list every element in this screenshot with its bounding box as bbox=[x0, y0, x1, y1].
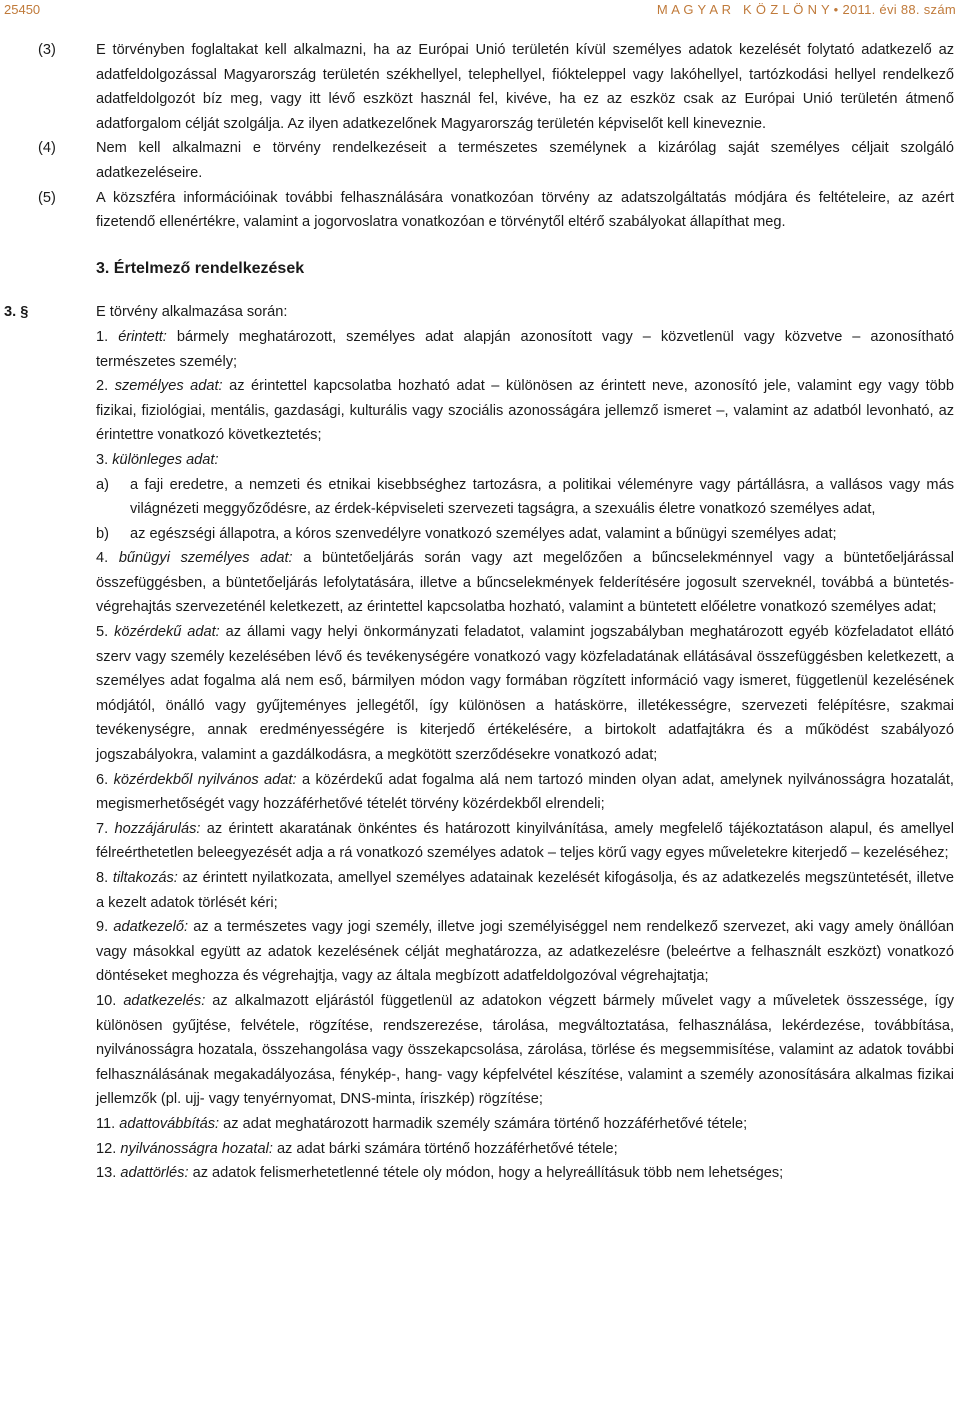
definition-text: az állami vagy helyi önkormányzati feladatot, valamint jogszabályban meghatározott egyéb közfeladatot ellátó szerv vagy személy kezelésében lévő és tevékenységére vonatkozó vagy közfeladatának ellátásával összefüggésben keletkezett, a személyes adat fogalma alá nem eső, bármilyen módon vagy formában rögzített információ vagy ismeret, függetlenül kezelésének módjától, önálló vagy gyűjteményes jellegétől, így különösen a hatáskörre, illetékességre, szervezeti felépítésre, szakmai tevékenységre, annak eredményességére is kiterjedő értékelésére, a birtokolt adatfajtákra és a működést szabályozó jogszabályokra, valamint a gazdálkodásra, a megkötött szerződésekre vonatkozó adat; bbox=[96, 624, 954, 764]
paragraph-number: (5) bbox=[38, 189, 56, 206]
definition-number: 2. bbox=[96, 378, 109, 395]
definition-number: 6. bbox=[96, 771, 109, 788]
definition-term: adatkezelés: bbox=[123, 992, 206, 1009]
definition-term: nyilvánosságra hozatal: bbox=[120, 1140, 273, 1157]
definitions-list bbox=[0, 546, 960, 1185]
definition-term: adattörlés: bbox=[120, 1165, 189, 1182]
definition-term: adatkezelő: bbox=[113, 919, 189, 936]
section-heading: 3. Értelmező rendelkezések bbox=[96, 259, 305, 277]
definition-text: a büntetőeljárás során vagy azt megelőzően a bűncselekménnyel vagy a büntetőeljárással összefüggésben, a büntetőeljárás lefolytatására, illetve a bűncselekmények felderítésére jogosult szerveknél, továbbá a büntetés-végrehajtás szervezeténél keletkezett, az érintettel kapcsolatba hozható, valamint a büntetett előéletre vonatkozó személyes adat; bbox=[96, 550, 954, 616]
definition-item bbox=[0, 1137, 960, 1162]
definition-term: közérdekű adat: bbox=[114, 624, 220, 641]
definition-number: 11. bbox=[96, 1115, 116, 1132]
definition-term: különleges adat: bbox=[112, 451, 219, 468]
definition-text: bármely meghatározott, személyes adat alapján azonosított vagy – közvetlenül vagy közvetve – azonosítható természetes személy; bbox=[96, 328, 954, 370]
journal-name: M A G Y A R K Ö Z L Ö N Y bbox=[656, 2, 830, 17]
definition-number: 8. bbox=[96, 870, 109, 886]
definition-term: hozzájárulás: bbox=[114, 820, 201, 837]
section-intro-text: E törvény alkalmazása során: bbox=[96, 304, 288, 321]
paragraph-text: A közszféra információinak további felhasználására vonatkozóan törvény az adatszolgáltatás módjára és feltételeire, az azért fizetendő ellenértékre, valamint a jogorvoslatra vonatkozóan e törvénytől eltérő szabályokat állapíthat meg. bbox=[96, 189, 954, 231]
definition-text: az alkalmazott eljárástól függetlenül az adatokon végzett bármely művelet vagy a műveletek összessége, így különösen gyűjtése, felvétele, rögzítése, rendszerezése, tárolása, megváltoztatása, felhasználása, lekérdezése, továbbítása, nyilvánosságra hozatala, összehangolása vagy összekapcsolása, zárolása, törlése és megsemmisítése, valamint az adatok további felhasználásának megakadályozása, fénykép-, hang- vagy képfelvétel készítése, valamint a személy azonosítására alkalmas fizikai jellemzők (pl. ujj- vagy tenyérnyomat, DNS-minta, íriszkép) rögzítése; bbox=[96, 992, 954, 1108]
definition-item bbox=[0, 620, 960, 768]
sub-item-letter: b) bbox=[96, 525, 109, 542]
section-intro bbox=[0, 300, 960, 325]
document-body bbox=[0, 38, 960, 1186]
definition-item bbox=[0, 546, 960, 620]
page-header bbox=[0, 0, 960, 22]
definition-text: az adat bárki számára történő hozzáférhetővé tétele; bbox=[276, 1140, 618, 1157]
definition-number: 3. bbox=[96, 451, 109, 468]
paragraph bbox=[0, 186, 954, 235]
paragraph-text: E törvényben foglaltakat kell alkalmazni, ha az Európai Unió területén kívül személyes adatok kezelését folytató adatkezelő az adatfeldolgozással Magyarország területén székhellyel, telephellyel, fiókteleppel vagy lakóhellyel, tartózkodási hellyel rendelkező adatfeldolgozót bíz meg, vagy itt lévő eszközt használ fel, kivéve, ha ez az eszköz csak az Európai Unió területén átmenő adatforgalom célját szolgálja. Az ilyen adatkezelőnek Magyarország területén képviselőt kell kineveznie. bbox=[96, 42, 954, 132]
definition-item bbox=[0, 768, 960, 817]
paragraph-number: (3) bbox=[38, 42, 56, 58]
paragraph bbox=[0, 136, 954, 185]
definition-number: 10. bbox=[96, 992, 117, 1009]
definition-text: az a természetes vagy jogi személy, illetve jogi személyiséggel nem rendelkező szervezet, aki vagy amely önállóan vagy másokkal együtt az adatok kezelésének célját meghatározza, az adatkezelésre (beleértve a felhasznált eszközt) vonatkozó döntéseket meghozza és végrehajtja, vagy az általa megbízott adatfeldolgozóval végrehajtatja; bbox=[96, 919, 954, 985]
issue-info: 2011. évi 88. szám bbox=[842, 2, 956, 17]
definition-term: közérdekből nyilvános adat: bbox=[113, 771, 297, 788]
paragraph-number: (4) bbox=[38, 140, 56, 157]
section-number: 3. § bbox=[4, 304, 29, 321]
definition-text: az adatok felismerhetetlenné tétele oly módon, hogy a helyreállításuk több nem lehetséges; bbox=[192, 1165, 784, 1182]
definition-number: 5. bbox=[96, 624, 109, 641]
definition-item bbox=[0, 448, 960, 473]
definition-item bbox=[0, 866, 960, 915]
definition-text: a közérdekű adat fogalma alá nem tartozó minden olyan adat, amelynek nyilvánosságra hozatalát, megismerhetőségét vagy hozzáférhetővé tételét törvény közérdekből elrendeli; bbox=[96, 771, 954, 813]
definition-term: érintett: bbox=[118, 328, 167, 345]
definition-term: bűnügyi személyes adat: bbox=[118, 550, 293, 567]
paragraph-text: Nem kell alkalmazni e törvény rendelkezéseit a természetes személynek a kizárólag saját személyes céljait szolgáló adatkezeléseire. bbox=[96, 140, 954, 181]
definition-number: 13. bbox=[96, 1165, 117, 1182]
definition-number: 4. bbox=[96, 550, 109, 567]
definition-term: adattovábbítás: bbox=[119, 1115, 220, 1132]
paragraph bbox=[0, 38, 954, 136]
sub-item-letter: a) bbox=[96, 476, 109, 493]
definition-item bbox=[0, 1161, 960, 1186]
definition-item bbox=[0, 374, 960, 448]
definition-term: személyes adat: bbox=[114, 378, 223, 395]
definition-number: 1. bbox=[96, 328, 109, 345]
sub-item bbox=[0, 522, 960, 547]
header-bullet: • bbox=[833, 2, 839, 17]
definition-item bbox=[0, 325, 960, 374]
definition-item bbox=[0, 817, 960, 866]
definition-number: 12. bbox=[96, 1140, 117, 1157]
definition-text: az érintettel kapcsolatba hozható adat – különösen az érintett neve, azonosító jele, valamint egy vagy több fizikai, fiziológiai, mentális, gazdasági, kulturális vagy szociális azonosságára jellemző ismeret –, valamint az adatból levonható, az érintettre vonatkozó következtetés; bbox=[96, 378, 954, 444]
sub-item bbox=[0, 473, 960, 522]
definition-item bbox=[0, 989, 960, 1112]
page-number: 25450 bbox=[4, 2, 41, 17]
definition-term: tiltakozás: bbox=[112, 870, 178, 886]
definition-text: az adat meghatározott harmadik személy számára történő hozzáférhetővé tétele; bbox=[223, 1115, 748, 1132]
definition-number: 9. bbox=[96, 919, 109, 936]
definition-number: 7. bbox=[96, 820, 109, 837]
sub-item-text: az egészségi állapotra, a kóros szenvedélyre vonatkozó személyes adat, valamint a bűnügyi személyes adat; bbox=[130, 525, 837, 542]
definition-text: az érintett nyilatkozata, amellyel személyes adatainak kezelését kifogásolja, és az adatkezelés megszüntetését, illetve a kezelt adatok törlését kéri; bbox=[96, 870, 954, 911]
definition-item bbox=[0, 1112, 960, 1137]
journal-title bbox=[657, 0, 956, 20]
sub-item-text: a faji eredetre, a nemzeti és etnikai kisebbséghez tartozásra, a politikai véleményre vagy pártállásra, a vallásos vagy más világnézeti meggyőződésre, az érdek-képviseleti szervezeti tagságra, a szexuális életre vonatkozó személyes adat, bbox=[130, 476, 954, 518]
definition-text: az érintett akaratának önkéntes és határozott kinyilvánítása, amely megfelelő tájékoztatáson alapul, és amellyel félreérthetetlen beleegyezését adja a rá vonatkozó személyes adatok – teljes körű vagy egyes műveletekre kiterjedő – kezeléséhez; bbox=[96, 820, 954, 862]
definition-item bbox=[0, 915, 960, 989]
